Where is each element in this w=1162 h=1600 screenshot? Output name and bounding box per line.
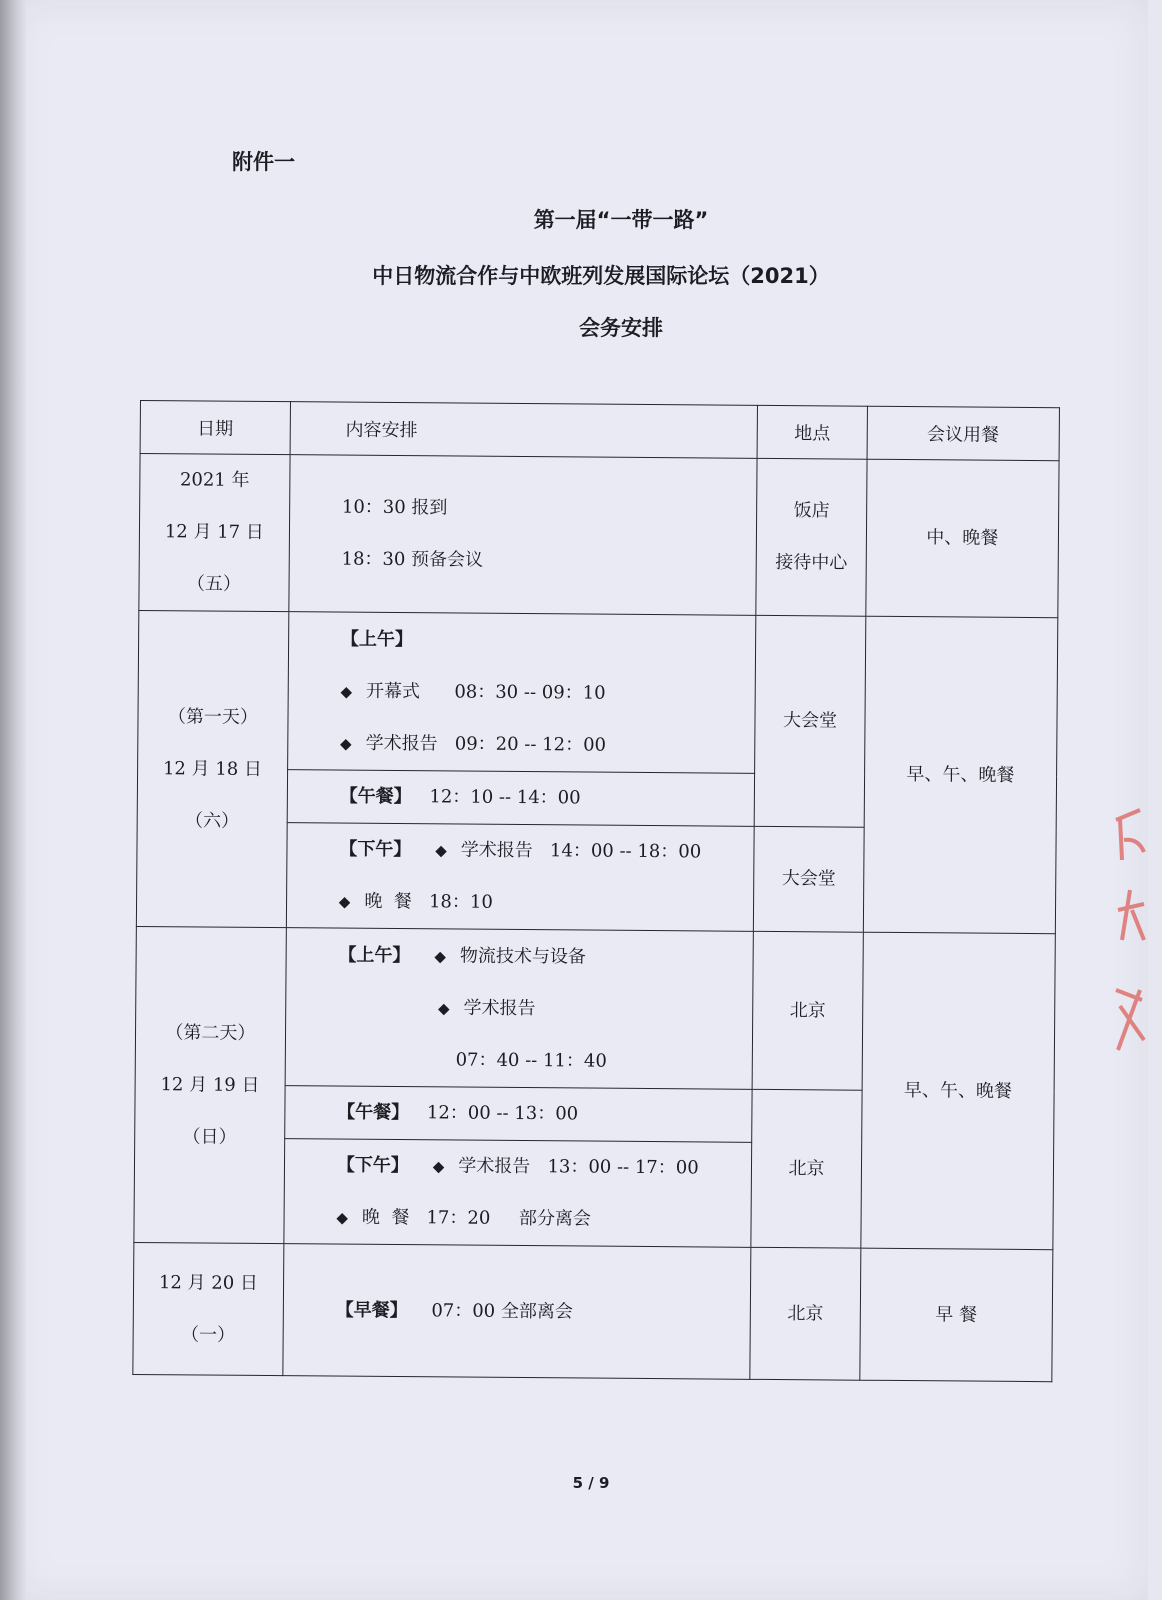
diamond-bullet-icon: ◆ <box>432 1157 445 1176</box>
date-day-index: （第二天） <box>165 1021 256 1044</box>
diamond-bullet-icon: ◆ <box>336 1208 348 1227</box>
date-cell <box>136 610 288 927</box>
schedule-item: 物流技术与设备 <box>459 945 587 968</box>
schedule-table <box>132 400 1060 1382</box>
diamond-bullet-icon: ◆ <box>340 682 353 701</box>
diamond-bullet-icon: ◆ <box>437 998 450 1017</box>
document-title-line-3: 会务安排 <box>579 316 663 340</box>
schedule-item: 晚 餐 18：10 <box>364 890 493 913</box>
session-label: 【午餐】 <box>337 1101 410 1124</box>
meal-cell: 中、晚餐 <box>865 459 1059 618</box>
diamond-bullet-icon: ◆ <box>435 841 447 860</box>
content-cell <box>287 770 755 827</box>
location-line: 饭店 <box>793 500 830 522</box>
red-stamp-mark-icon <box>1110 800 1150 1060</box>
location-cell: 北京 <box>750 1247 860 1380</box>
location-cell <box>756 458 867 616</box>
schedule-item: 晚 餐 17：20 部分离会 <box>361 1206 592 1230</box>
schedule-line: 18：30 预备会议 <box>341 548 484 571</box>
meal-cell: 早、午、晚餐 <box>863 616 1058 934</box>
document-title-line-1: 第一届“一带一路” <box>533 208 709 232</box>
location-cell: 大会堂 <box>754 826 864 932</box>
location-cell: 大会堂 <box>755 615 866 827</box>
scan-edge <box>0 0 26 1600</box>
date-day: 12 月 18 日 <box>162 757 263 780</box>
table-row <box>135 926 1055 1091</box>
session-label: 【上午】 <box>340 628 413 650</box>
session-label: 【下午】 <box>336 1154 409 1177</box>
date-day-index: （第一天） <box>167 705 258 728</box>
date-weekday: （六） <box>185 809 240 832</box>
date-cell <box>139 454 290 612</box>
location-cell: 北京 <box>751 1089 862 1248</box>
schedule-item: 开幕式 08：30 -- 09：10 <box>365 680 606 704</box>
session-label: 【上午】 <box>338 944 411 966</box>
header-row <box>140 401 1059 461</box>
page-number: 5 / 9 <box>572 1474 610 1492</box>
diamond-bullet-icon: ◆ <box>338 892 351 911</box>
content-cell <box>283 1244 752 1380</box>
document-title-line-2: 中日物流合作与中欧班列发展国际论坛（2021） <box>372 264 830 288</box>
schedule-line: 10：30 报到 <box>341 496 448 519</box>
location-line: 接待中心 <box>775 551 848 574</box>
date-cell <box>133 1242 284 1375</box>
attachment-label: 附件一 <box>232 150 295 174</box>
header-meal: 会议用餐 <box>867 406 1060 461</box>
diamond-bullet-icon: ◆ <box>434 946 447 965</box>
date-weekday: （五） <box>186 573 242 595</box>
session-label: 【午餐】 <box>339 785 412 808</box>
content-cell <box>284 1086 752 1143</box>
session-label: 【下午】 <box>339 838 412 861</box>
schedule-time: 12：00 -- 13：00 <box>426 1102 579 1125</box>
date-weekday: （日） <box>182 1125 237 1148</box>
schedule-time: 07：40 -- 11：40 <box>455 1048 607 1072</box>
content-cell <box>286 823 754 932</box>
header-date: 日期 <box>140 401 290 455</box>
date-year: 2021 年 <box>179 469 250 491</box>
schedule-time: 12：10 -- 14：00 <box>429 786 581 809</box>
meal-cell: 早 餐 <box>859 1248 1052 1382</box>
header-location: 地点 <box>757 405 867 459</box>
schedule-item: 07：00 全部离会 <box>431 1299 573 1322</box>
location-cell: 北京 <box>752 931 863 1090</box>
header-content: 内容安排 <box>290 402 758 459</box>
meal-cell: 早、午、晚餐 <box>861 932 1056 1250</box>
date-day: 12 月 17 日 <box>164 521 264 543</box>
schedule-item: 学术报告 13：00 -- 17：00 <box>458 1155 699 1179</box>
content-cell <box>289 455 758 616</box>
schedule-item: 学术报告 09：20 -- 12：00 <box>365 732 607 756</box>
table-row <box>138 610 1058 775</box>
schedule-item: 学术报告 <box>463 997 536 1019</box>
date-weekday: （一） <box>180 1323 236 1346</box>
table-row <box>139 454 1059 618</box>
diamond-bullet-icon: ◆ <box>340 734 352 753</box>
content-cell <box>287 612 756 774</box>
schedule-item: 学术报告 14：00 -- 18：00 <box>460 839 702 863</box>
date-cell <box>134 926 286 1243</box>
content-cell <box>284 1139 752 1248</box>
session-label: 【早餐】 <box>335 1299 408 1321</box>
table-row <box>133 1242 1053 1381</box>
date-day: 12 月 20 日 <box>158 1271 259 1294</box>
content-cell <box>285 928 754 1090</box>
date-day: 12 月 19 日 <box>160 1073 260 1096</box>
